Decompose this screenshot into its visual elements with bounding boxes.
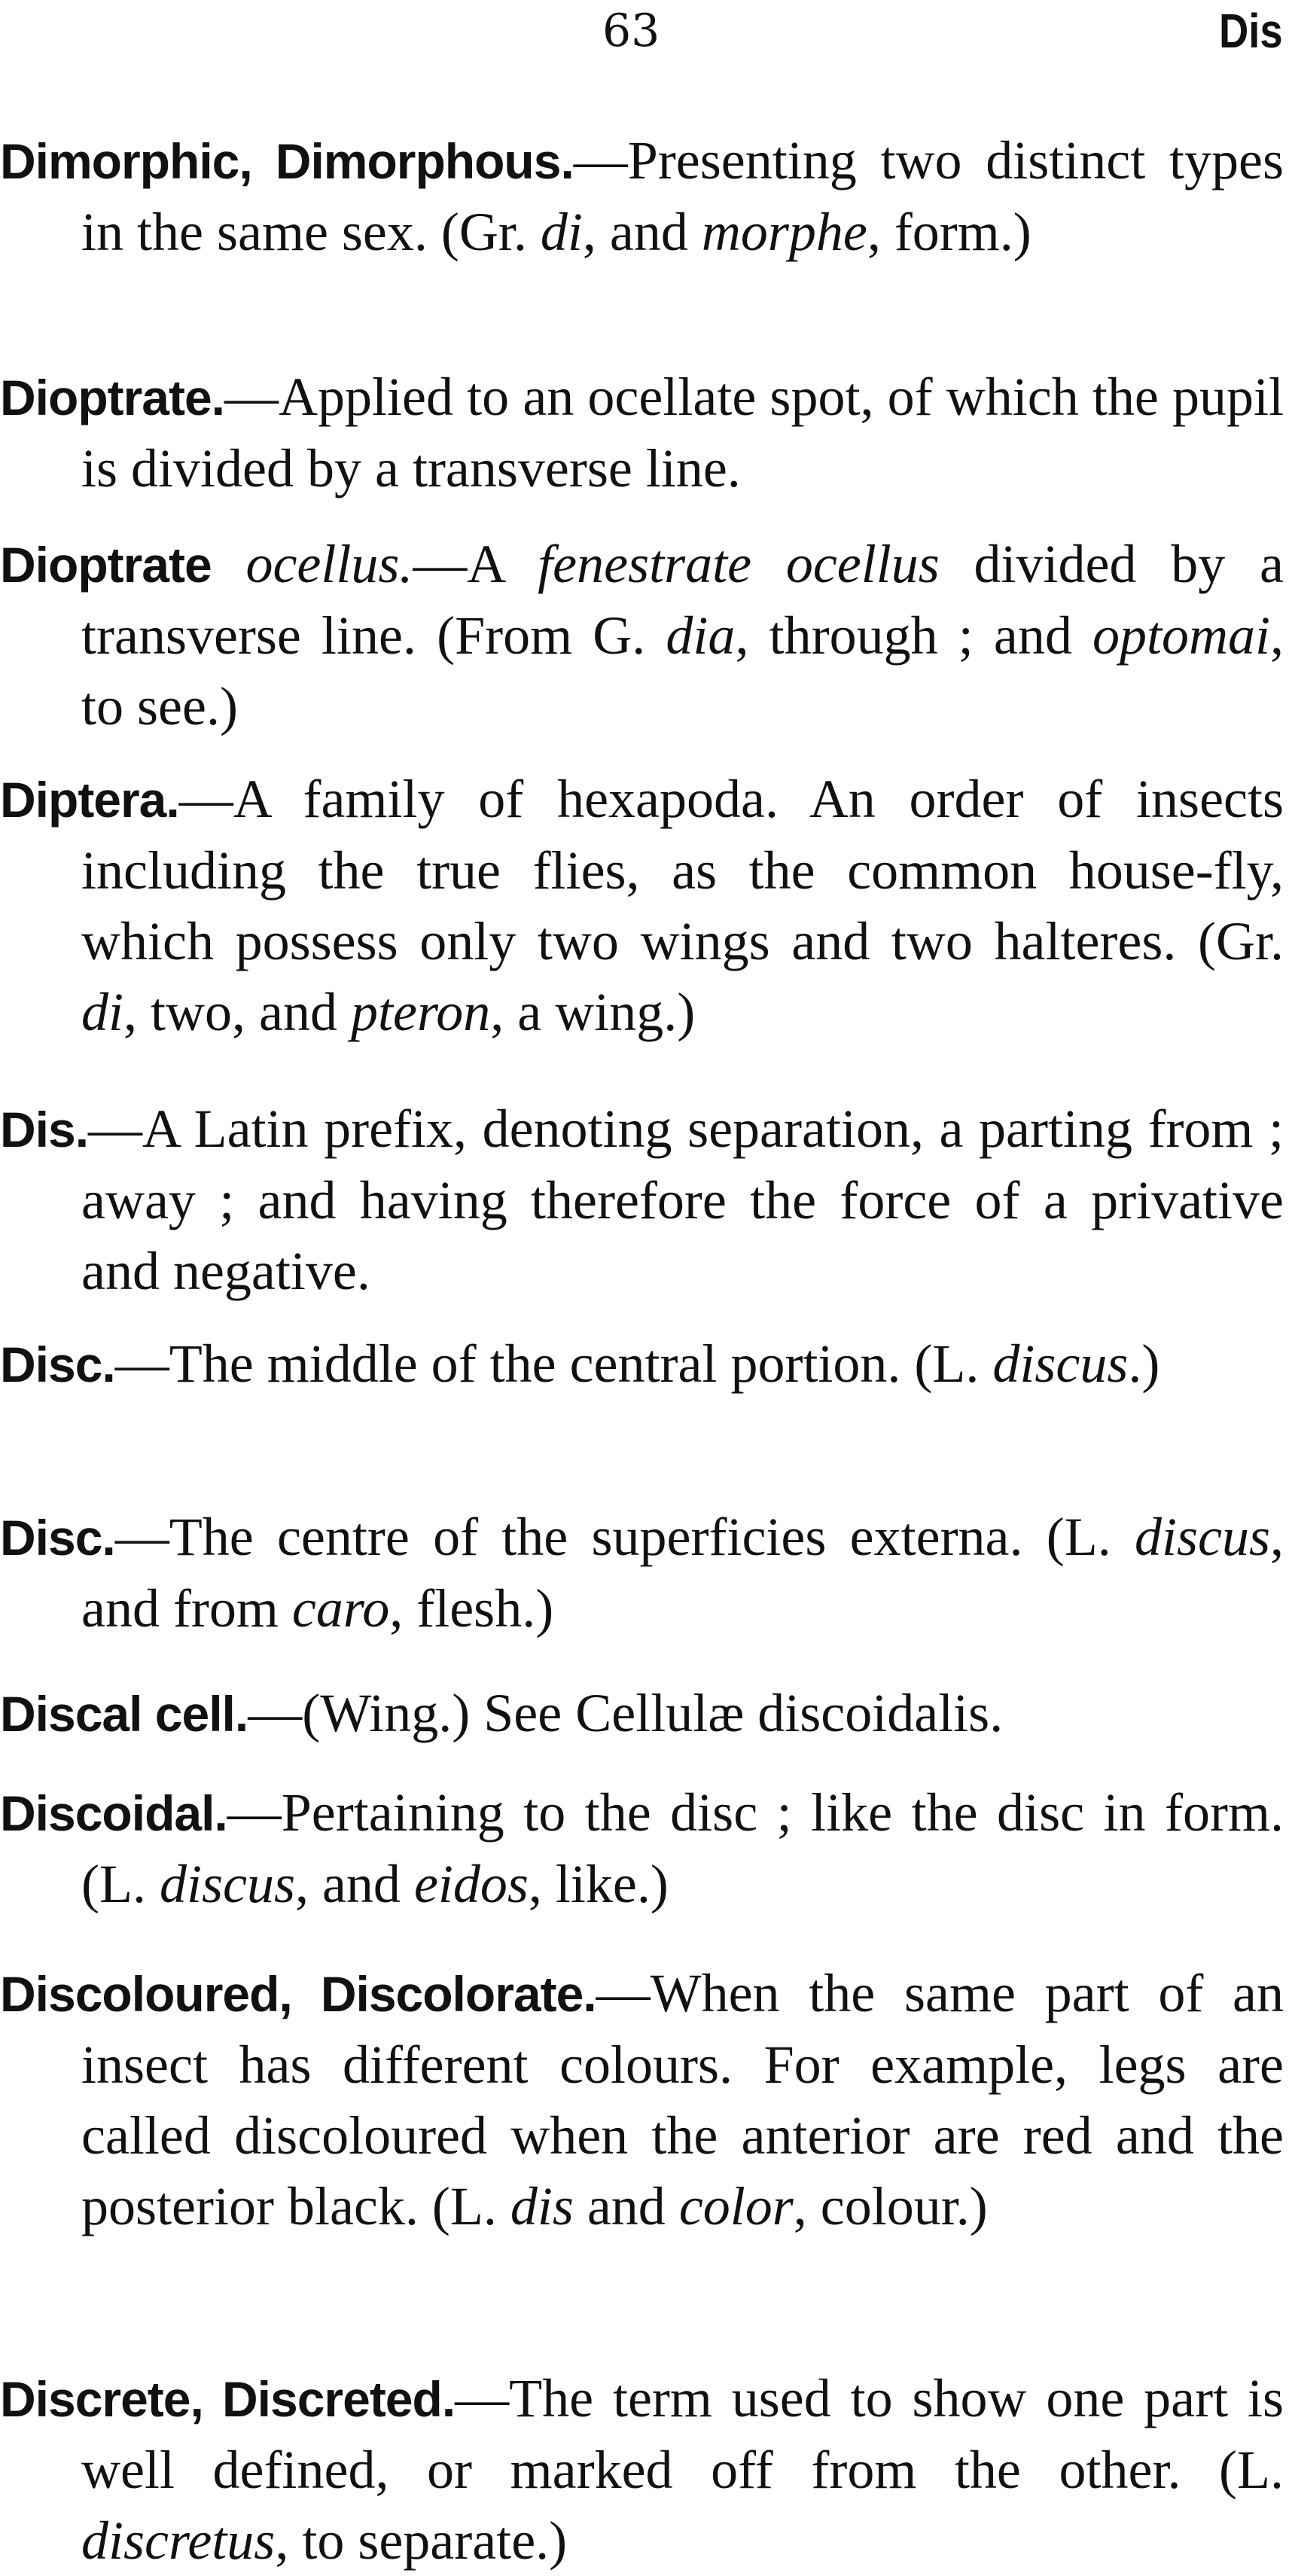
entry-definition [81, 769, 1284, 1042]
definition-text: —The term used to show one part is well defined, or marked off from the other. (L. [81, 2368, 1284, 2500]
entry-definition [81, 1099, 1284, 1301]
running-head: Dis [1219, 4, 1283, 58]
definition-text: , form.) [867, 202, 1032, 262]
entry-definition [248, 1683, 1003, 1743]
definition-text: , to see.) [81, 605, 1284, 736]
dictionary-entry [0, 1777, 1284, 1919]
dictionary-entry [0, 1958, 1284, 2242]
entry-term: Dioptrate. [0, 370, 225, 425]
entry-definition [115, 1334, 1160, 1394]
definition-text: divided by a transverse line. (From G. [81, 534, 1284, 666]
definition-text: , flesh.) [389, 1578, 554, 1639]
entry-definition [81, 534, 1284, 736]
definition-text: —When the same part of an insect has different colours. For example, legs are called discoloured when the anterior are red and the posterior black. (L. [81, 1963, 1284, 2236]
definition-text: .) [1128, 1334, 1160, 1394]
definition-text: , through ; and [735, 605, 1092, 666]
entry-definition [81, 1782, 1284, 1914]
definition-italic-text: discus [159, 1854, 295, 1914]
definition-text: , a wing.) [490, 982, 696, 1042]
page-header [0, 3, 1289, 63]
definition-italic-text: color [678, 2176, 794, 2236]
definition-italic-text: fenestrate ocellus [538, 534, 940, 594]
entry-term: Disc. [0, 1510, 115, 1565]
dictionary-entry [0, 361, 1284, 504]
entry-term: Discoidal. [0, 1785, 227, 1841]
definition-text: , and from [81, 1507, 1284, 1639]
entry-term: Dis. [0, 1102, 89, 1157]
page-number: 63 [602, 5, 660, 57]
dictionary-entry [0, 764, 1284, 1047]
definition-text: , like.) [528, 1854, 669, 1914]
definition-text: and [573, 2176, 679, 2236]
definition-italic-text: dis [510, 2176, 574, 2236]
entry-term: Discal cell. [0, 1686, 248, 1742]
definition-italic-text: ocellus. [211, 534, 413, 594]
entry-term: Discoloured, Discolorate. [0, 1966, 596, 2022]
entry-term: Dimorphic, Dimorphous. [0, 133, 574, 189]
definition-text: —The middle of the central portion. (L. [114, 1334, 993, 1394]
entry-term: Disc. [0, 1337, 115, 1392]
definition-text: —A family of hexapoda. An order of insects including the true flies, as the common house-fly, which possess only two wings and two halteres. (Gr. [81, 769, 1284, 971]
dictionary-entry [0, 1093, 1284, 1306]
definition-text: —Applied to an ocellate spot, of which the pupil is divided by a transverse line. [81, 367, 1284, 498]
definition-text: , and [582, 202, 702, 262]
entry-term: Discrete, Discreted. [0, 2371, 456, 2427]
definition-text: —A Latin prefix, denoting separation, a parting from ; away ; and having therefore the force of a privative and negative. [81, 1099, 1284, 1301]
definition-text: , and [294, 1854, 414, 1914]
entry-term: Diptera. [0, 772, 179, 828]
definition-italic-text: discus [1135, 1507, 1270, 1567]
definition-italic-text: morphe [701, 202, 867, 262]
definition-italic-text: eidos [413, 1854, 529, 1914]
definition-italic-text: di [540, 202, 583, 262]
definition-italic-text: optomai [1092, 605, 1270, 666]
definition-text: —Pertaining to the disc ; like the disc in form. (L. [81, 1782, 1284, 1914]
definition-italic-text: discretus [81, 2510, 276, 2571]
definition-italic-text: caro [291, 1578, 390, 1639]
definition-text: , two, and [123, 982, 351, 1042]
dictionary-entry [0, 125, 1284, 267]
definition-text: —The centre of the superficies externa. (L. [114, 1507, 1135, 1567]
definition-italic-text: di [81, 982, 124, 1042]
dictionary-entry [0, 1501, 1284, 1644]
entry-term: Dioptrate [0, 537, 212, 593]
dictionary-entry [0, 1328, 1284, 1400]
entry-definition [81, 1507, 1284, 1639]
dictionary-entry [0, 529, 1284, 742]
definition-text: , to separate.) [275, 2510, 568, 2571]
dictionary-entry [0, 2363, 1284, 2576]
definition-italic-text: pteron [350, 982, 491, 1042]
definition-italic-text: dia [666, 605, 736, 666]
definition-text: —(Wing.) See Cellulæ discoidalis. [248, 1683, 1004, 1743]
definition-text: —A [413, 534, 538, 594]
dictionary-entry [0, 1678, 1284, 1749]
definition-text: —Presenting two distinct types in the same sex. (Gr. [81, 130, 1284, 262]
entry-definition [81, 367, 1284, 498]
definition-text: , colour.) [793, 2176, 988, 2236]
definition-italic-text: discus [992, 1334, 1129, 1394]
